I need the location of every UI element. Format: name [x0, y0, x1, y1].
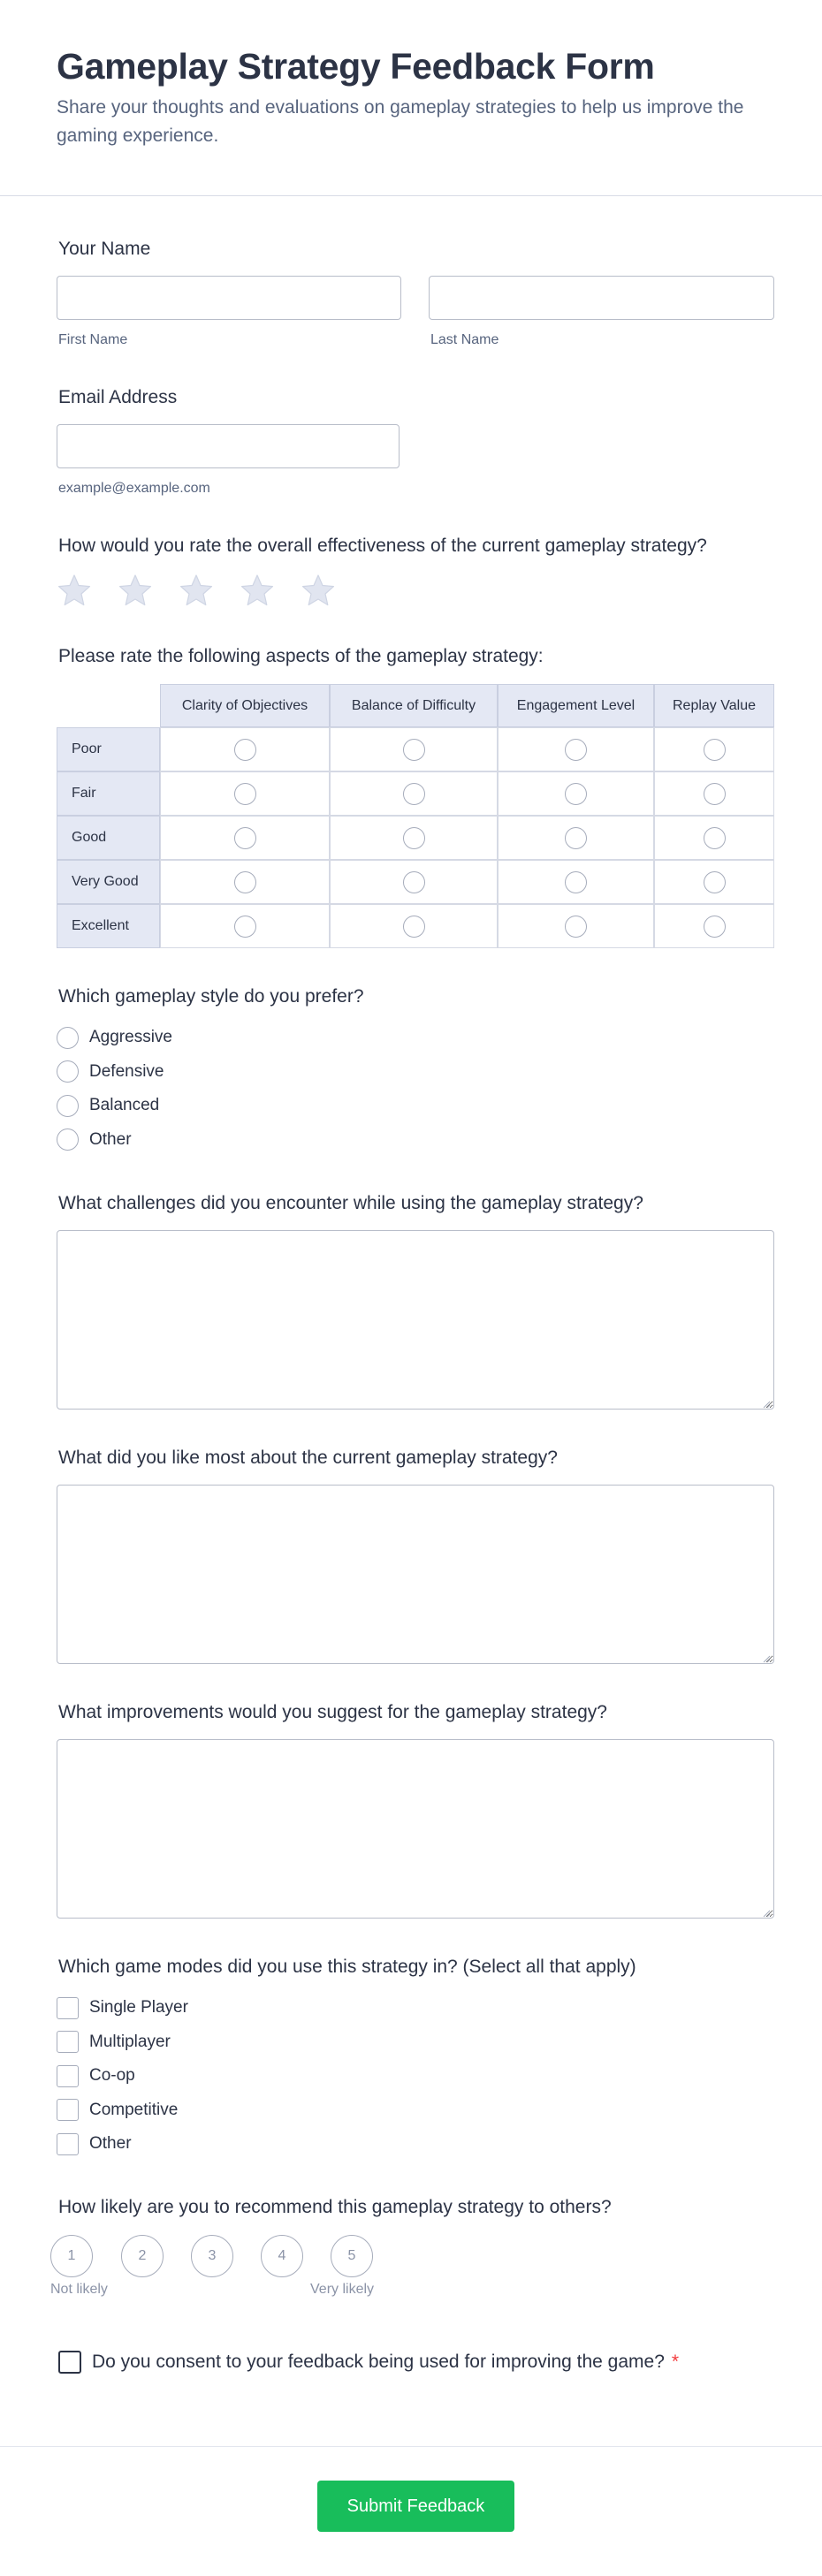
matrix-cell — [654, 771, 774, 816]
option-label: Aggressive — [89, 1028, 172, 1046]
improvements-textarea[interactable] — [57, 1739, 774, 1919]
style-option[interactable] — [57, 1060, 164, 1084]
matrix-cell — [654, 727, 774, 771]
mode-option[interactable] — [57, 2131, 132, 2156]
matrix-cell — [654, 860, 774, 904]
liked-textarea[interactable] — [57, 1485, 774, 1664]
last-name-input[interactable] — [429, 276, 774, 320]
checkbox[interactable] — [57, 2133, 79, 2155]
matrix-cell — [654, 904, 774, 948]
matrix-radio[interactable] — [565, 739, 587, 761]
matrix-cell — [160, 904, 330, 948]
matrix-radio[interactable] — [403, 827, 425, 849]
matrix-row-label: Fair — [57, 771, 160, 816]
improvements-label: What improvements would you suggest for the gameplay strategy? — [58, 1702, 607, 1722]
matrix-row-label: Poor — [57, 727, 160, 771]
name-label: Your Name — [58, 239, 151, 259]
consent-text: Do you consent to your feedback being used for improving the game? — [92, 2352, 665, 2372]
mode-option[interactable] — [57, 2063, 135, 2088]
scale-option[interactable]: 4 — [261, 2235, 303, 2277]
matrix-radio[interactable] — [704, 739, 726, 761]
email-sublabel: example@example.com — [58, 481, 210, 496]
matrix-cell — [160, 860, 330, 904]
submit-button[interactable]: Submit Feedback — [317, 2481, 514, 2532]
matrix-row-label: Very Good — [57, 860, 160, 904]
consent-checkbox[interactable] — [58, 2351, 81, 2374]
page-title: Gameplay Strategy Feedback Form — [57, 46, 655, 87]
matrix-radio[interactable] — [565, 783, 587, 805]
matrix-radio[interactable] — [565, 871, 587, 893]
matrix-radio[interactable] — [704, 783, 726, 805]
scale-high-hint: Very likely — [310, 2282, 375, 2297]
matrix-cell — [160, 816, 330, 860]
rating-matrix — [57, 684, 774, 948]
option-label: Multiplayer — [89, 2032, 171, 2051]
email-input[interactable] — [57, 424, 400, 468]
matrix-column-header: Balance of Difficulty — [330, 684, 498, 727]
mode-option[interactable] — [57, 2098, 178, 2123]
matrix-radio[interactable] — [403, 916, 425, 938]
matrix-cell — [160, 771, 330, 816]
matrix-radio[interactable] — [403, 739, 425, 761]
matrix-column-header: Engagement Level — [498, 684, 654, 727]
mode-option[interactable] — [57, 2030, 171, 2055]
footer-divider — [0, 2446, 822, 2447]
radio-button[interactable] — [57, 1060, 79, 1083]
matrix-radio[interactable] — [565, 827, 587, 849]
checkbox[interactable] — [57, 2031, 79, 2053]
last-name-sublabel: Last Name — [430, 332, 499, 347]
first-name-sublabel: First Name — [58, 332, 128, 347]
option-label: Balanced — [89, 1096, 160, 1114]
matrix-radio[interactable] — [234, 871, 256, 893]
matrix-cell — [498, 904, 654, 948]
scale-option[interactable]: 5 — [331, 2235, 373, 2277]
matrix-radio[interactable] — [234, 783, 256, 805]
consent-label — [92, 2352, 679, 2373]
checkbox[interactable] — [57, 2065, 79, 2087]
matrix-column-header: Replay Value — [654, 684, 774, 727]
style-label: Which gameplay style do you prefer? — [58, 986, 364, 1007]
matrix-radio[interactable] — [704, 871, 726, 893]
star-icon[interactable] — [57, 573, 92, 608]
matrix-column-header: Clarity of Objectives — [160, 684, 330, 727]
modes-label: Which game modes did you use this strategy in? (Select all that apply) — [58, 1957, 636, 1977]
matrix-label: Please rate the following aspects of the gameplay strategy: — [58, 646, 544, 666]
matrix-radio[interactable] — [234, 739, 256, 761]
email-label: Email Address — [58, 387, 178, 407]
resize-handle-icon[interactable] — [762, 1652, 771, 1660]
checkbox[interactable] — [57, 1997, 79, 2019]
matrix-cell — [498, 771, 654, 816]
resize-handle-icon[interactable] — [762, 1906, 771, 1915]
scale-option[interactable]: 1 — [50, 2235, 93, 2277]
matrix-cell — [498, 727, 654, 771]
matrix-cell — [160, 727, 330, 771]
matrix-cell — [330, 904, 498, 948]
style-option[interactable] — [57, 1025, 172, 1050]
matrix-cell — [498, 860, 654, 904]
required-mark: * — [671, 2352, 680, 2372]
star-icon[interactable] — [301, 573, 336, 608]
star-icon[interactable] — [240, 573, 275, 608]
radio-button[interactable] — [57, 1128, 79, 1151]
option-label: Defensive — [89, 1061, 164, 1081]
matrix-row-label: Good — [57, 816, 160, 860]
page-subtitle: Share your thoughts and evaluations on gameplay strategies to help us improve the gaming experience. — [57, 97, 744, 146]
matrix-radio[interactable] — [234, 827, 256, 849]
rating-label: How would you rate the overall effectiveness of the current gameplay strategy? — [58, 536, 707, 556]
checkbox[interactable] — [57, 2099, 79, 2121]
mode-option[interactable] — [57, 1995, 188, 2020]
matrix-cell — [330, 816, 498, 860]
matrix-radio[interactable] — [704, 916, 726, 938]
form-header — [0, 0, 822, 196]
matrix-cell — [330, 727, 498, 771]
resize-handle-icon[interactable] — [762, 1397, 771, 1406]
scale-low-hint: Not likely — [50, 2282, 108, 2297]
matrix-radio[interactable] — [704, 827, 726, 849]
option-label: Single Player — [89, 1998, 188, 2017]
scale-option[interactable]: 2 — [121, 2235, 164, 2277]
matrix-row-label: Excellent — [57, 904, 160, 948]
option-label: Other — [89, 2134, 132, 2153]
matrix-cell — [330, 860, 498, 904]
first-name-input[interactable] — [57, 276, 401, 320]
style-option[interactable] — [57, 1093, 159, 1118]
recommend-label: How likely are you to recommend this gameplay strategy to others? — [58, 2197, 612, 2217]
radio-button[interactable] — [57, 1095, 79, 1117]
matrix-cell — [330, 771, 498, 816]
liked-label: What did you like most about the current gameplay strategy? — [58, 1448, 558, 1468]
matrix-radio[interactable] — [565, 916, 587, 938]
radio-button[interactable] — [57, 1027, 79, 1049]
matrix-cell — [654, 816, 774, 860]
star-icon[interactable] — [179, 573, 214, 608]
matrix-radio[interactable] — [403, 871, 425, 893]
matrix-radio[interactable] — [403, 783, 425, 805]
matrix-radio[interactable] — [234, 916, 256, 938]
option-label: Co-op — [89, 2066, 135, 2085]
option-label: Competitive — [89, 2100, 179, 2119]
option-label: Other — [89, 1129, 132, 1149]
challenges-label: What challenges did you encounter while using the gameplay strategy? — [58, 1193, 643, 1213]
matrix-cell — [498, 816, 654, 860]
star-icon[interactable] — [118, 573, 153, 608]
challenges-textarea[interactable] — [57, 1230, 774, 1410]
style-option[interactable] — [57, 1128, 132, 1152]
scale-option[interactable]: 3 — [191, 2235, 233, 2277]
